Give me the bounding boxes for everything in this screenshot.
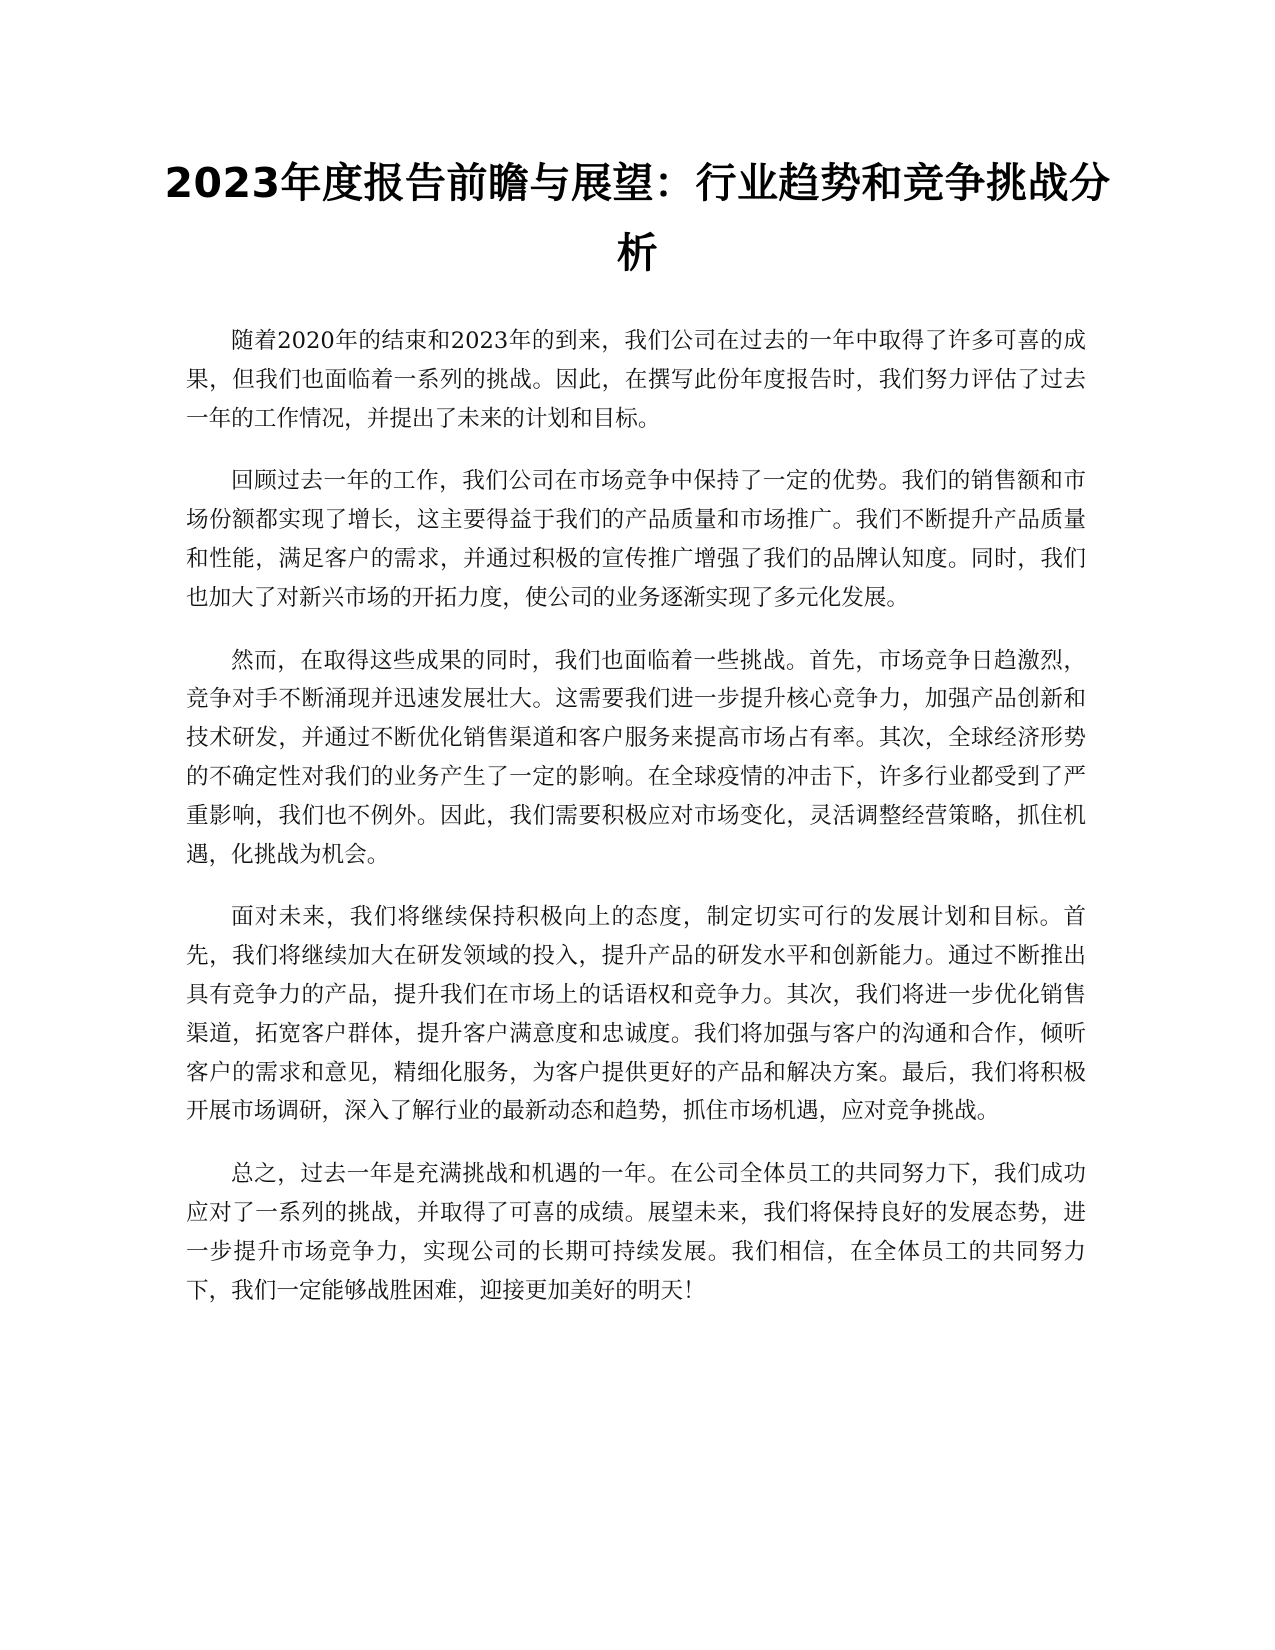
paragraph-review: 回顾过去一年的工作，我们公司在市场竞争中保持了一定的优势。我们的销售额和市场份额都实现了增长，这主要得益于我们的产品质量和市场推广。我们不断提升产品质量和性能，满足客户的需求，并通过积极的宣传推广增强了我们的品牌认知度。同时，我们也加大了对新兴市场的开拓力度，使公司的业务逐渐实现了多元化发展。 [186, 468, 1086, 611]
document-title: 2023年度报告前瞻与展望：行业趋势和竞争挑战分析 [164, 159, 1111, 277]
paragraph-challenges: 然而，在取得这些成果的同时，我们也面临着一些挑战。首先，市场竞争日趋激烈，竞争对手不断涌现并迅速发展壮大。这需要我们进一步提升核心竞争力，加强产品创新和技术研发，并通过不断优化销售渠道和客户服务来提高市场占有率。其次，全球经济形势的不确定性对我们的业务产生了一定的影响。在全球疫情的冲击下，许多行业都受到了严重影响，我们也不例外。因此，我们需要积极应对市场变化，灵活调整经营策略，抓住机遇，化挑战为机会。 [186, 647, 1086, 868]
paragraph-intro: 随着2020年的结束和2023年的到来，我们公司在过去的一年中取得了许多可喜的成果，但我们也面临着一系列的挑战。因此，在撰写此份年度报告时，我们努力评估了过去一年的工作情况，并提出了未来的计划和目标。 [186, 328, 1086, 432]
paragraph-outlook: 面对未来，我们将继续保持积极向上的态度，制定切实可行的发展计划和目标。首先，我们将继续加大在研发领域的投入，提升产品的研发水平和创新能力。通过不断推出具有竞争力的产品，提升我们在市场上的话语权和竞争力。其次，我们将进一步优化销售渠道，拓宽客户群体，提升客户满意度和忠诚度。我们将加强与客户的沟通和合作，倾听客户的需求和意见，精细化服务，为客户提供更好的产品和解决方案。最后，我们将积极开展市场调研，深入了解行业的最新动态和趋势，抓住市场机遇，应对竞争挑战。 [186, 904, 1086, 1125]
document-body [186, 322, 1086, 1334]
paragraph-conclusion: 总之，过去一年是充满挑战和机遇的一年。在公司全体员工的共同努力下，我们成功应对了一系列的挑战，并取得了可喜的成绩。展望未来，我们将保持良好的发展态势，进一步提升市场竞争力，实现公司的长期可持续发展。我们相信，在全体员工的共同努力下，我们一定能够战胜困难，迎接更加美好的明天！ [186, 1161, 1086, 1304]
